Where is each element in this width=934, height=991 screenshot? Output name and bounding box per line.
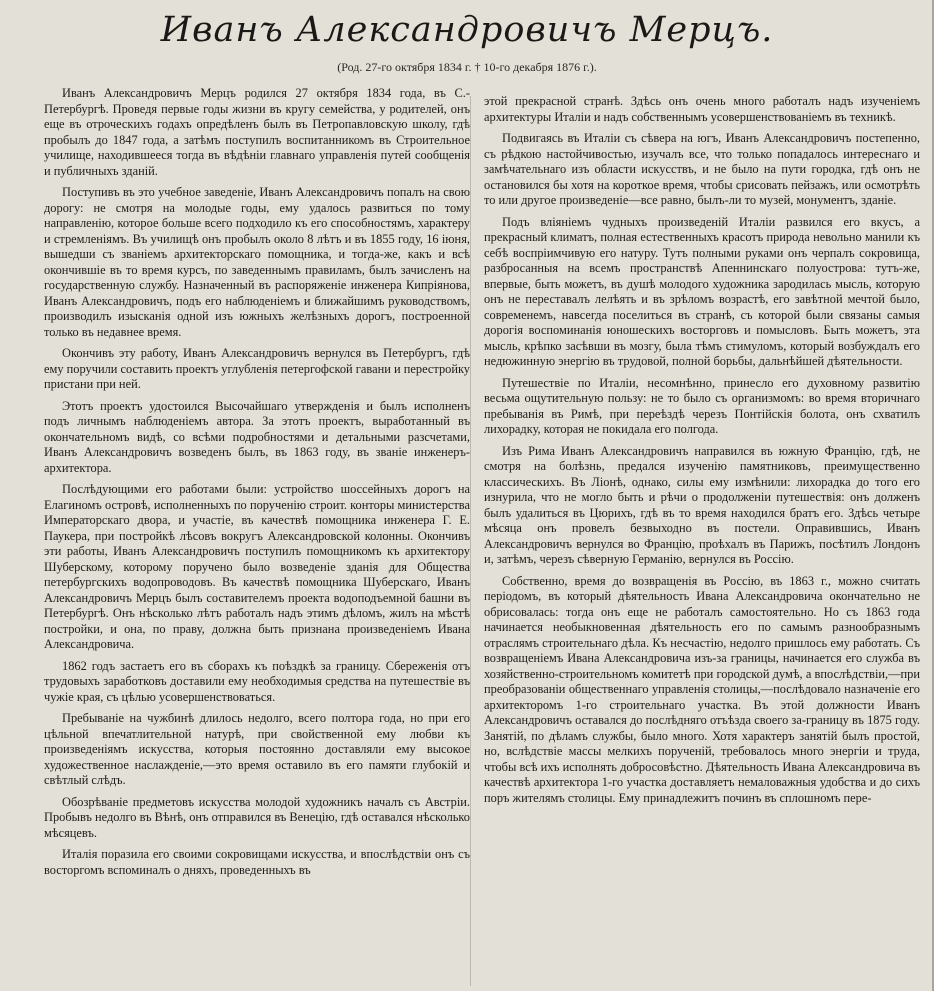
paragraph: Собственно, время до возвращенія въ Россію, въ 1863 г., можно считать періодомъ, въ который дѣятельность Ивана Александровича окончательно не обрисовалась: тогда онъ еще не работалъ самостоятельно. Но съ 1863 года начинается необыкновенная дѣятельность его по самымъ разнообразнымъ отраслямъ строительнаго дѣла. Къ несчастію, недолго пришлось ему работать. Съ возвращеніемъ Ивана Александровича изъ-за границы, начинается его служба въ хозяйственно-строительномъ комитетѣ при городской думѣ, а впослѣдствіи,—при преобразованіи общественнаго управленія столицы,—послѣдовало назначеніе его архитекторомъ 1-го строительнаго участка. Въ этой должности Иванъ Александровичъ оставался до послѣдняго отъѣзда своего за-границу въ 1875 году. Занятій, по дѣламъ службы, было много. Хотя характеръ занятій былъ простой, но, вслѣдствіе массы мелкихъ порученій, требовалось много энергіи и труда, чтобы всѣ ихъ исполнять добросовѣстно. Дѣятельность Ивана Александровича въ качествѣ архитектора 1-го участка доставляетъ немаловажныя удобства и до сихъ поръ жителямъ столицы. Ему принадлежитъ починъ въ сплошномъ пере- — [484, 573, 920, 805]
column-divider — [470, 96, 471, 986]
paragraph: Поступивъ въ это учебное заведеніе, Иванъ Александровичъ попалъ на свою дорогу: не смотря на молодые годы, ему удалось развиться по тому направленію, которое больше всего подходило къ его способностямъ, характеру и стремленіямъ. Въ училищѣ онъ пробылъ около 8 лѣтъ и въ 1855 году, 16 іюня, вышедши съ званіемъ архитекторскаго помощника, и тогда-же, какъ и всѣ окончившіе въ то время курсъ, по заведеннымъ правиламъ, былъ зачисленъ на государственную службу. Назначенный въ распоряженіе инженера Кипріянова, Иванъ Александровичъ, подъ его наблюденіемъ и ближайшимъ руководствомъ, производилъ изысканія одной изъ южныхъ желѣзныхъ дорогъ, построенной только въ недавнее время. — [44, 185, 470, 339]
paragraph: Окончивъ эту работу, Иванъ Александровичъ вернулся въ Петербургъ, гдѣ ему поручили составить проектъ углубленія петергофской гавани и перестройку пристани при ней. — [44, 346, 470, 391]
paragraph: Италія поразила его своими сокровищами искусства, и впослѣдствіи онъ съ восторгомъ вспоминалъ о дняхъ, проведенныхъ въ — [44, 847, 470, 877]
paragraph: Подвигаясь въ Италіи съ сѣвера на югъ, Иванъ Александровичъ постепенно, съ рѣдкою настойчивостью, изучалъ все, что только попадалось интереснаго и замѣчательнаго изъ области искусствъ, и не было на пути городка, гдѣ онъ не остановился бы хотя на короткое время, чтобы срисовать пейзажъ, или осмотрѣть то или другое произведеніе—все равно, былъ-ли то музей, монументъ, зданіе. — [484, 131, 920, 207]
article-subtitle: (Род. 27-го октября 1834 г. † 10-го декабря 1876 г.). — [337, 60, 597, 74]
paragraph: Иванъ Александровичъ Мерцъ родился 27 октября 1834 года, въ С.-Петербургѣ. Проведя первые годы жизни въ кругу семейства, у родителей, онъ еще въ отроческихъ годахъ опредѣленъ былъ въ Петропавловскую школу, гдѣ пробылъ до 1847 года, а затѣмъ поступилъ воспитанникомъ въ Строительное училище, находившееся тогда въ вѣдѣніи главнаго управленія путей сообщенія и публичныхъ зданій. — [44, 86, 470, 178]
paragraph: Послѣдующими его работами были: устройство шоссейныхъ дорогъ на Елагиномъ островѣ, исполненныхъ по порученію строит. конторы министерства Императорскаго двора, и участіе, въ качествѣ помощника инженера Г. Е. Паукера, при постройкѣ лѣсовъ вокругъ Александровской колонны. Окончивъ эти работы, Иванъ Александровичъ поступилъ помощникомъ къ архитектору Шуберскому, которому поручено было возведеніе зданія для Общества петербургскихъ водопроводовъ. Въ качествѣ помощника Шуберскаго, Иванъ Александровичъ Мерцъ былъ составителемъ проекта водоподъемной башни въ Петербургѣ. Онъ нѣсколько лѣтъ работалъ надъ этимъ дѣломъ, жилъ на мѣстѣ постройки, и она, по праву, должна быть признана произведеніемъ Ивана Александровича. — [44, 482, 470, 651]
paragraph: Обозрѣваніе предметовъ искусства молодой художникъ началъ съ Австріи. Пробывъ недолго въ Вѣнѣ, онъ отправился въ Венецію, гдѣ оставался нѣсколько мѣсяцевъ. — [44, 794, 470, 840]
paragraph: Пребываніе на чужбинѣ длилось недолго, всего полтора года, но при его цѣльной впечатлительной натурѣ, при свойственной ему любви къ произведеніямъ искусства, которыя постоянно доставляли ему высокое художественное наслажденіе,—это время оставило въ его памяти глубокій и свѣтлый слѣдъ. — [44, 711, 470, 787]
paragraph: этой прекрасной странѣ. Здѣсь онъ очень много работалъ надъ изученіемъ архитектуры Италіи и надъ собственнымъ усовершенствованіемъ въ техникѣ. — [484, 94, 920, 124]
paragraph: 1862 годъ застаетъ его въ сборахъ къ поѣздкѣ за границу. Сбереженія отъ трудовыхъ заработковъ доставили ему необходимыя средства на путешествіе въ чужіе края, съ цѣлью усовершенствоваться. — [44, 658, 470, 704]
paragraph: Этотъ проектъ удостоился Высочайшаго утвержденія и былъ исполненъ подъ личнымъ наблюденіемъ автора. За этотъ проектъ, выработанный въ окончательномъ видѣ, со всѣми подробностями и детальными разсчетами, Иванъ Александровичъ возведенъ былъ, въ 1863 году, въ званіе инженеръ-архитектора. — [44, 398, 470, 475]
paragraph: Путешествіе по Италіи, несомнѣнно, принесло его духовному развитію весьма ощутительную пользу: не то было съ организмомъ: во время вторичнаго пребыванія въ Римѣ, при переѣздѣ черезъ Понтійскія болота, онъ схватилъ лихорадку, которая не покидала его полгода. — [484, 375, 920, 436]
article-title: Иванъ Александровичъ Мерцъ. — [160, 10, 774, 50]
paragraph: Изъ Рима Иванъ Александровичъ направился въ южную Францію, гдѣ, не смотря на болѣзнь, предался изученію памятниковъ, преимущественно классическихъ. Въ Ліонѣ, однако, силы ему измѣнили: лихорадка до того его изнурила, что не могло быть и рѣчи о продолженіи путешествія: онъ долженъ былъ удалиться въ Цюрихъ, гдѣ въ то время находился братъ его. Здѣсь четыре мѣсяца онъ провелъ безвыходно въ постели. Оправившись, Иванъ Александровичъ вернулся во Францію, проѣхалъ въ Парижъ, посѣтилъ Лондонъ и, затѣмъ, черезъ сѣверную Германію, вернулся въ Россію. — [484, 443, 920, 566]
left-column — [44, 86, 470, 884]
right-column — [484, 94, 920, 812]
paragraph: Подъ вліяніемъ чудныхъ произведеній Италіи развился его вкусъ, а прекрасный климатъ, полная естественныхъ красотъ природа невольно манили къ себѣ воспріимчивую его натуру. Тутъ полными руками онъ черпалъ сокровища, разбросанныя на всемъ пространствѣ Апеннинскаго полуострова: тутъ-же, впервые, быть можетъ, въ душѣ молодого художника зародилась мысль, которую онъ не переставалъ лелѣять и въ зрѣломъ возрастѣ, его завѣтной мечтой было, современемъ, навсегда поселиться въ странѣ, съ которой были связаны самыя дорогія воспоминанія юношескихъ восторговъ и помысловъ. Быть можетъ, эта мысль, крѣпко засѣвши въ мозгу, была тѣмъ стимуломъ, который возбуждалъ его недюжинную энергію въ трудовой, полной борьбы, дальнѣйшей дѣятельности. — [484, 214, 920, 368]
